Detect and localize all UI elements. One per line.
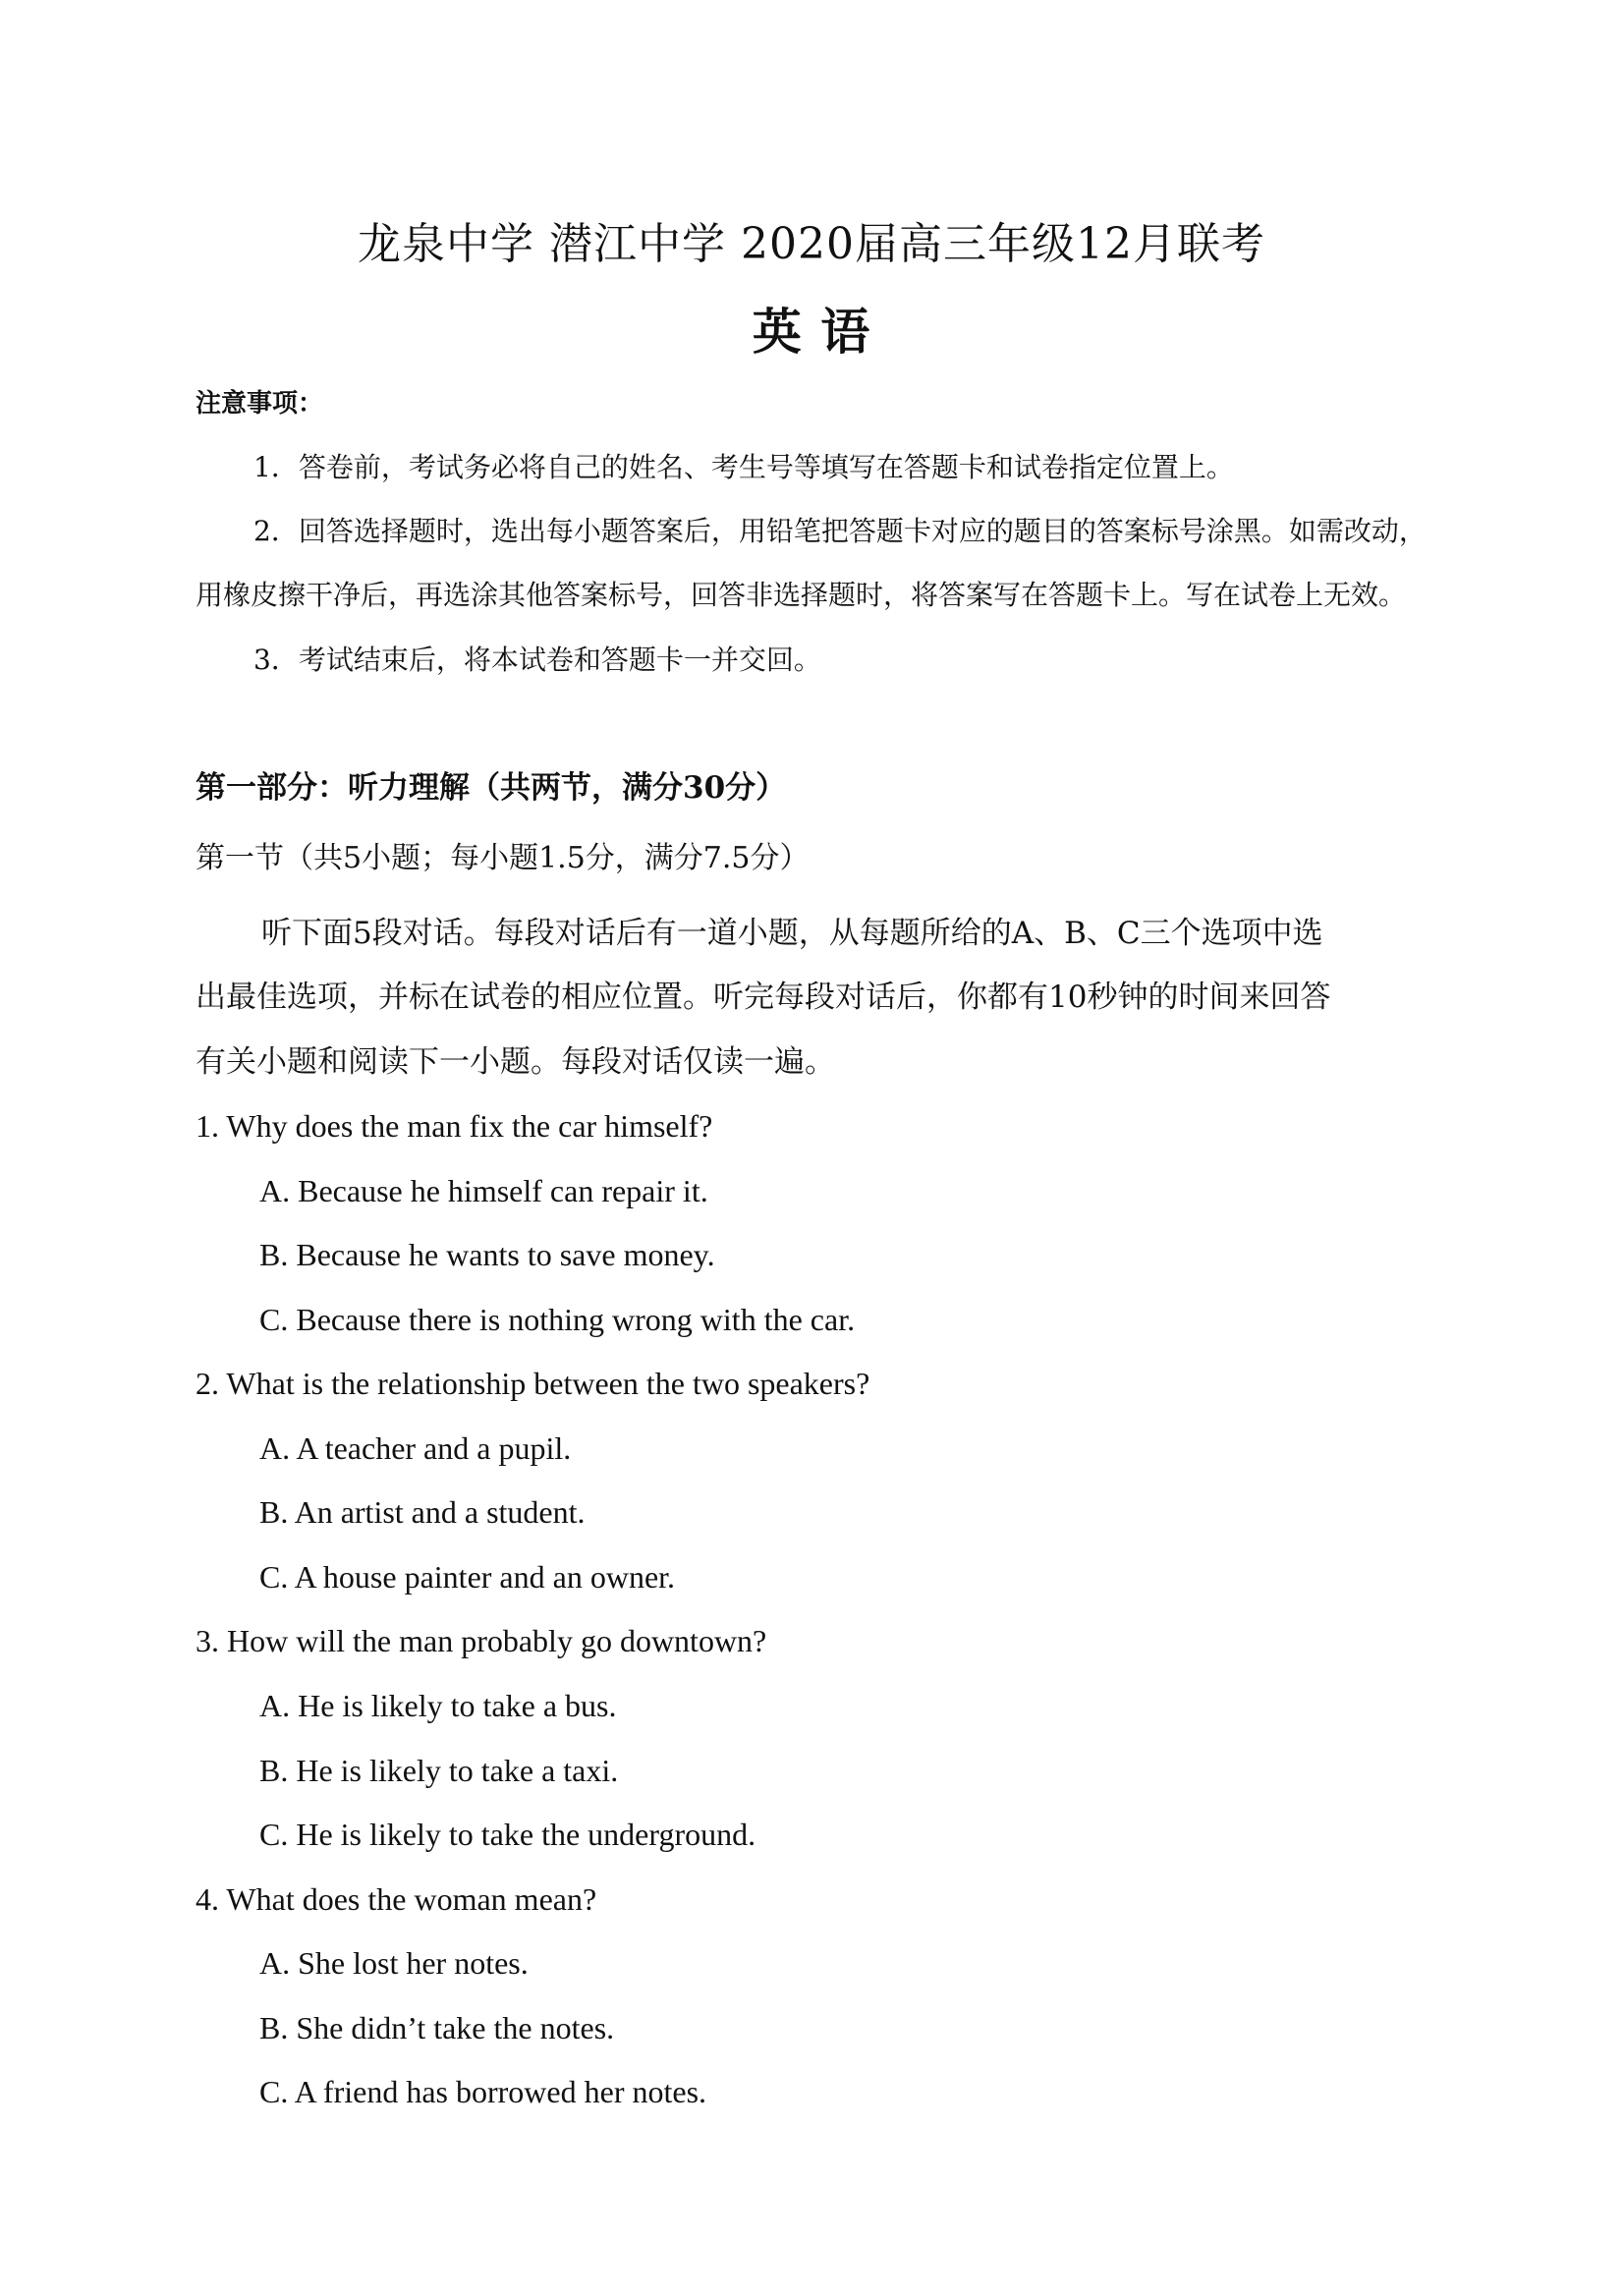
question-2-option-a: A. A teacher and a pupil. — [259, 1430, 572, 1466]
question-3-option-a: A. He is likely to take a bus. — [259, 1688, 617, 1723]
section1-heading: 第一节（共5小题；每小题1.5分，满分7.5分） — [196, 841, 810, 875]
instructions-line-3: 有关小题和阅读下一小题。每段对话仅读一遍。 — [196, 1044, 835, 1080]
question-1-option-a: A. Because he himself can repair it. — [259, 1173, 708, 1208]
question-2-option-c: C. A house painter and an owner. — [259, 1559, 676, 1595]
question-3-option-c: C. He is likely to take the underground. — [259, 1817, 756, 1852]
subject-title: 英 语 — [752, 303, 871, 361]
question-1-option-c: C. Because there is nothing wrong with the car. — [259, 1302, 856, 1337]
question-4-option-a: A. She lost her notes. — [259, 1945, 529, 1981]
question-2-option-b: B. An artist and a student. — [259, 1494, 586, 1530]
question-2-stem: 2. What is the relationship between the two speakers? — [196, 1366, 870, 1401]
exam-title: 龙泉中学 潜江中学 2020届高三年级12月联考 — [358, 219, 1265, 269]
question-4-option-c: C. A friend has borrowed her notes. — [259, 2074, 707, 2109]
part1-heading: 第一部分：听力理解（共两节，满分30分） — [196, 770, 787, 806]
notes-heading: 注意事项： — [196, 389, 324, 419]
question-1-stem: 1. Why does the man fix the car himself? — [196, 1108, 713, 1144]
note-item-1: 1．答卷前，考试务必将自己的姓名、考生号等填写在答题卡和试卷指定位置上。 — [253, 451, 1234, 483]
question-3-option-b: B. He is likely to take a taxi. — [259, 1753, 619, 1788]
instructions-line-2: 出最佳选项，并标在试卷的相应位置。听完每段对话后，你都有10秒钟的时间来回答 — [196, 980, 1331, 1015]
note-item-2-line-1: 2．回答选择题时，选出每小题答案后，用铅笔把答题卡对应的题目的答案标号涂黑。如需改动， — [253, 515, 1427, 547]
note-item-2-line-2: 用橡皮擦干净后，再选涂其他答案标号，回答非选择题时，将答案写在答题卡上。写在试卷上无效。 — [196, 579, 1407, 611]
instructions-line-1: 听下面5段对话。每段对话后有一道小题，从每题所给的A、B、C三个选项中选 — [261, 916, 1323, 951]
question-4-option-b: B. She didn’t take the notes. — [259, 2010, 615, 2045]
note-item-3: 3．考试结束后，将本试卷和答题卡一并交回。 — [253, 644, 821, 676]
question-3-stem: 3. How will the man probably go downtown? — [196, 1623, 767, 1658]
question-4-stem: 4. What does the woman mean? — [196, 1881, 597, 1917]
question-1-option-b: B. Because he wants to save money. — [259, 1237, 715, 1272]
